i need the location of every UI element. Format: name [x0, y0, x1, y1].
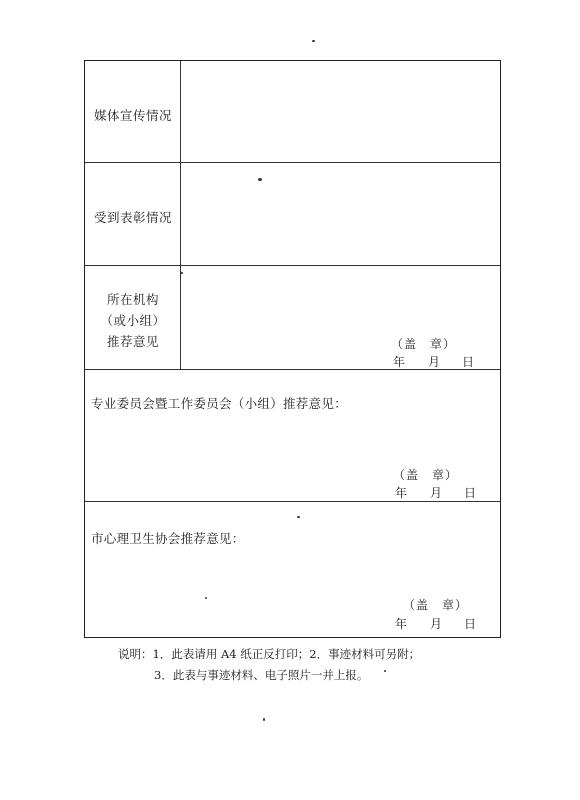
label-line: 媒体宣传情况: [93, 108, 172, 123]
scan-speck: [180, 272, 183, 274]
recommendation-form-table: [84, 60, 501, 638]
row-divider-2: [85, 265, 500, 266]
label-line: 受到表彰情况: [93, 210, 172, 225]
scan-speck: [384, 670, 386, 672]
scan-speck: [297, 516, 300, 518]
year-label: 年: [395, 486, 408, 500]
form-notes: [118, 644, 420, 686]
row-divider-4: [85, 501, 500, 502]
year-label: 年: [395, 617, 408, 631]
institution-stamp: （盖 章）: [391, 337, 457, 351]
day-label: 日: [464, 617, 477, 631]
month-label: 月: [430, 617, 443, 631]
scan-speck: [258, 178, 262, 181]
association-section-title: 市心理卫生协会推荐意见：: [91, 531, 245, 546]
row-divider-1: [85, 162, 500, 163]
year-label: 年: [393, 355, 406, 369]
institution-recommendation-field[interactable]: [182, 267, 500, 367]
note-line-2: 3．此表与事迹材料、电子照片一并上报。: [154, 668, 369, 682]
commendation-field[interactable]: [182, 164, 500, 264]
scan-speck: [312, 40, 315, 42]
scan-speck: [205, 597, 207, 599]
day-label: 日: [462, 355, 475, 369]
label-line: 推荐意见: [106, 334, 159, 349]
commendation-label: [85, 207, 181, 228]
committee-section-title: 专业委员会暨工作委员会（小组）推荐意见：: [91, 396, 348, 411]
month-label: 月: [428, 355, 441, 369]
month-label: 月: [430, 486, 443, 500]
institution-date: [393, 353, 474, 370]
label-line: 所在机构: [106, 292, 159, 307]
institution-recommendation-label: [85, 289, 181, 352]
day-label: 日: [464, 486, 477, 500]
association-date: [395, 615, 476, 632]
committee-date: [395, 484, 476, 501]
scan-speck: [263, 718, 265, 721]
note-line-1: 说明：1．此表请用 A4 纸正反打印；2．事迹材料可另附；: [118, 647, 421, 661]
committee-stamp: （盖 章）: [393, 468, 459, 482]
label-line: （或小组）: [100, 313, 166, 328]
media-publicity-label: [85, 105, 181, 126]
media-publicity-field[interactable]: [182, 61, 500, 161]
association-stamp: （盖 章）: [403, 598, 469, 612]
